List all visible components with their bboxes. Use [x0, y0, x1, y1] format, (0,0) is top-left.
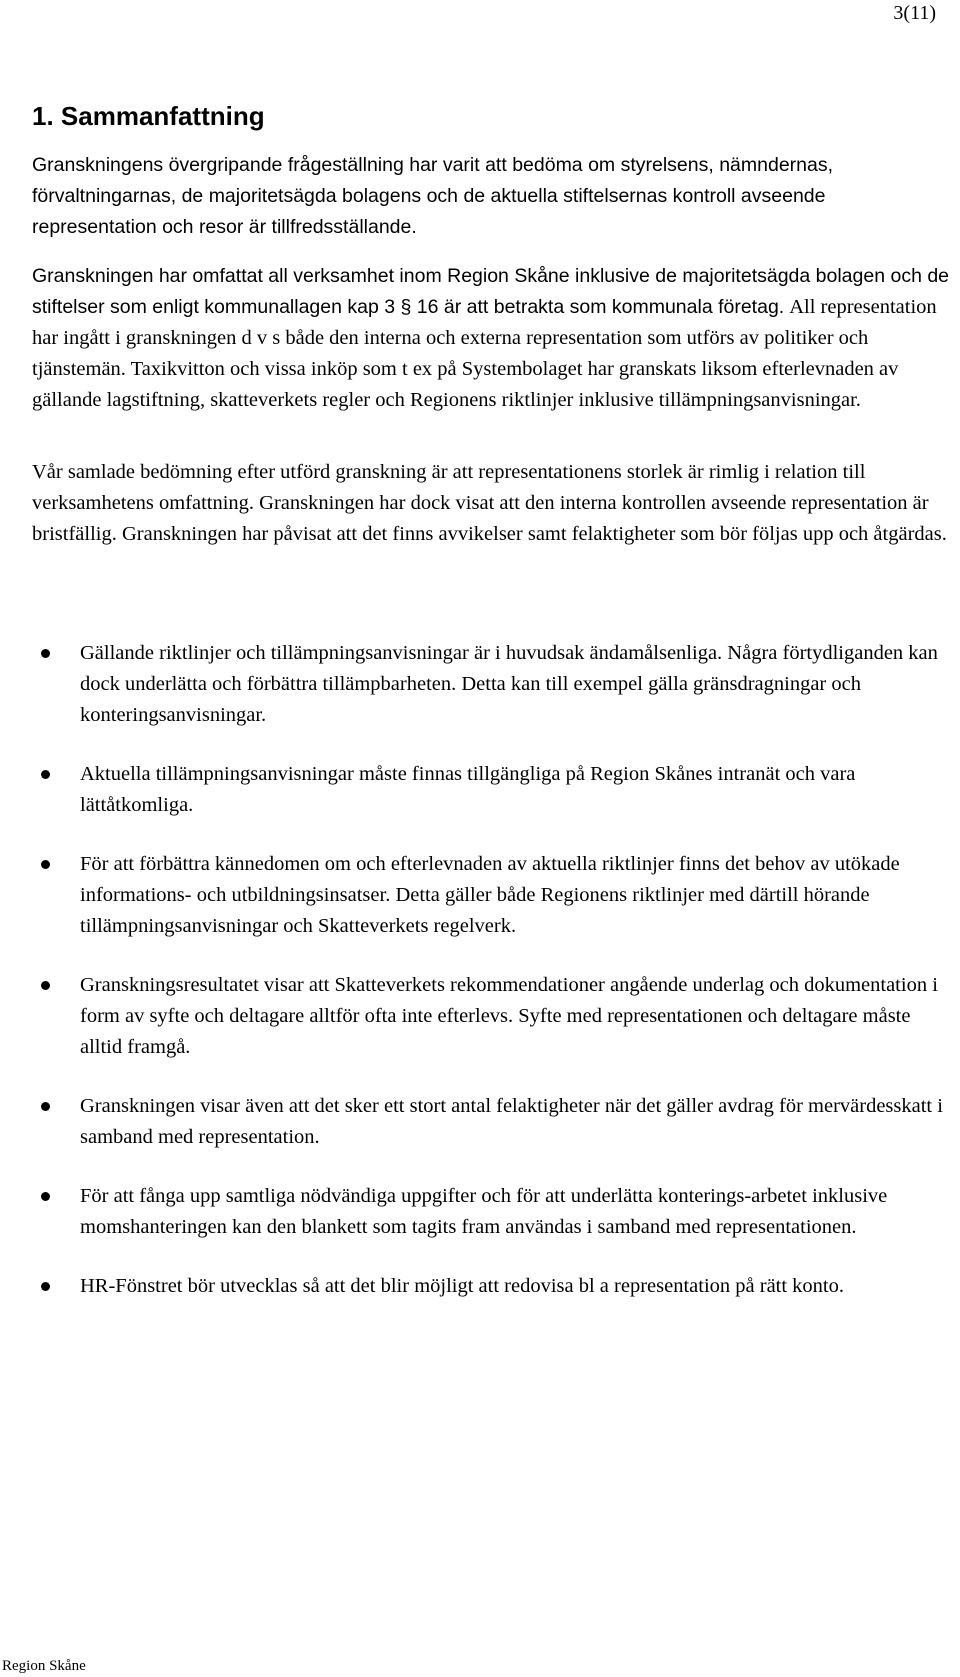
bullet-icon — [41, 981, 50, 990]
bullet-icon — [41, 1282, 50, 1291]
paragraph-assessment: Vår samlade bedömning efter utförd granskning är att representationens storlek är rimlig i relation till verksamhetens omfattning. Granskningen har dock visat att den interna kontrollen avseende representation är bristfällig. Granskningen har påvisat att det finns avvikelser samt felaktigheter som bör följas upp och åtgärdas. — [32, 461, 947, 545]
list-item — [32, 970, 952, 1063]
list-item — [32, 849, 952, 942]
bullet-icon — [41, 1192, 50, 1201]
list-item-text: Granskningen visar även att det sker ett stort antal felaktigheter när det gäller avdrag för mervärdesskatt i samband med representation. — [80, 1095, 943, 1148]
paragraph-scope-part2: All representation har ingått i granskningen d v s både den interna och externa representation som utförs av politiker och tjänstemän. Taxikvitton och vissa inköp som t ex på Systembolaget har granskats liksom efterlevnaden av gällande lagstiftning, skatteverkets regler och Regionens riktlinjer inklusive tillämpningsanvisningar. — [32, 296, 937, 411]
list-item — [32, 1091, 952, 1153]
bullet-icon — [41, 649, 50, 658]
list-item-text: Gällande riktlinjer och tillämpningsanvisningar är i huvudsak ändamålsenliga. Några förtydliganden kan dock underlätta och förbättra tillämpbarheten. Detta kan till exempel gälla gränsdragningar och konteringsanvisningar. — [80, 642, 938, 726]
list-item-text: Aktuella tillämpningsanvisningar måste finnas tillgängliga på Region Skånes intranät och vara lättåtkomliga. — [80, 763, 856, 816]
list-item — [32, 638, 952, 731]
list-item — [32, 1271, 952, 1302]
bullet-icon — [41, 860, 50, 869]
list-item — [32, 759, 952, 821]
paragraph-scope-part1: Granskningen har omfattat all verksamhet inom Region Skåne inklusive de majoritetsägda bolagen och de stiftelser som enligt kommunallagen kap 3 § 16 är att betrakta som kommunala företag. — [32, 265, 950, 318]
list-item-text: Granskningsresultatet visar att Skatteverkets rekommendationer angående underlag och dokumentation i form av syfte och deltagare alltför ofta inte efterlevs. Syfte med representationen och deltagare måste alltid framgå. — [80, 974, 938, 1058]
paragraph-scope — [32, 261, 952, 416]
list-item — [32, 1181, 952, 1243]
list-item-text: För att förbättra kännedomen om och efterlevnaden av aktuella riktlinjer finns det behov av utökade informations- och utbildningsinsatser. Detta gäller både Regionens riktlinjer med därtill hörande tillämpningsanvisningar och Skatteverkets regelverk. — [80, 853, 900, 937]
list-item-text: För att fånga upp samtliga nödvändiga uppgifter och för att underlätta konterings-arbetet inklusive momshanteringen kan den blankett som tagits fram användas i samband med representationen. — [80, 1185, 888, 1238]
recommendation-list — [32, 638, 952, 1330]
bullet-icon — [41, 770, 50, 779]
page-number: 3(11) — [893, 2, 936, 24]
page-footer: Region Skåne — [2, 1658, 86, 1674]
list-item-text: HR-Fönstret bör utvecklas så att det blir möjligt att redovisa bl a representation på rätt konto. — [80, 1275, 845, 1297]
paragraph-question: Granskningens övergripande frågeställning har varit att bedöma om styrelsens, nämndernas, förvaltningarnas, de majoritetsägda bolagens och de aktuella stiftelsernas kontroll avseende representation och resor är tillfredsställande. — [32, 154, 834, 238]
section-heading: 1. Sammanfattning — [32, 101, 265, 131]
bullet-icon — [41, 1102, 50, 1111]
